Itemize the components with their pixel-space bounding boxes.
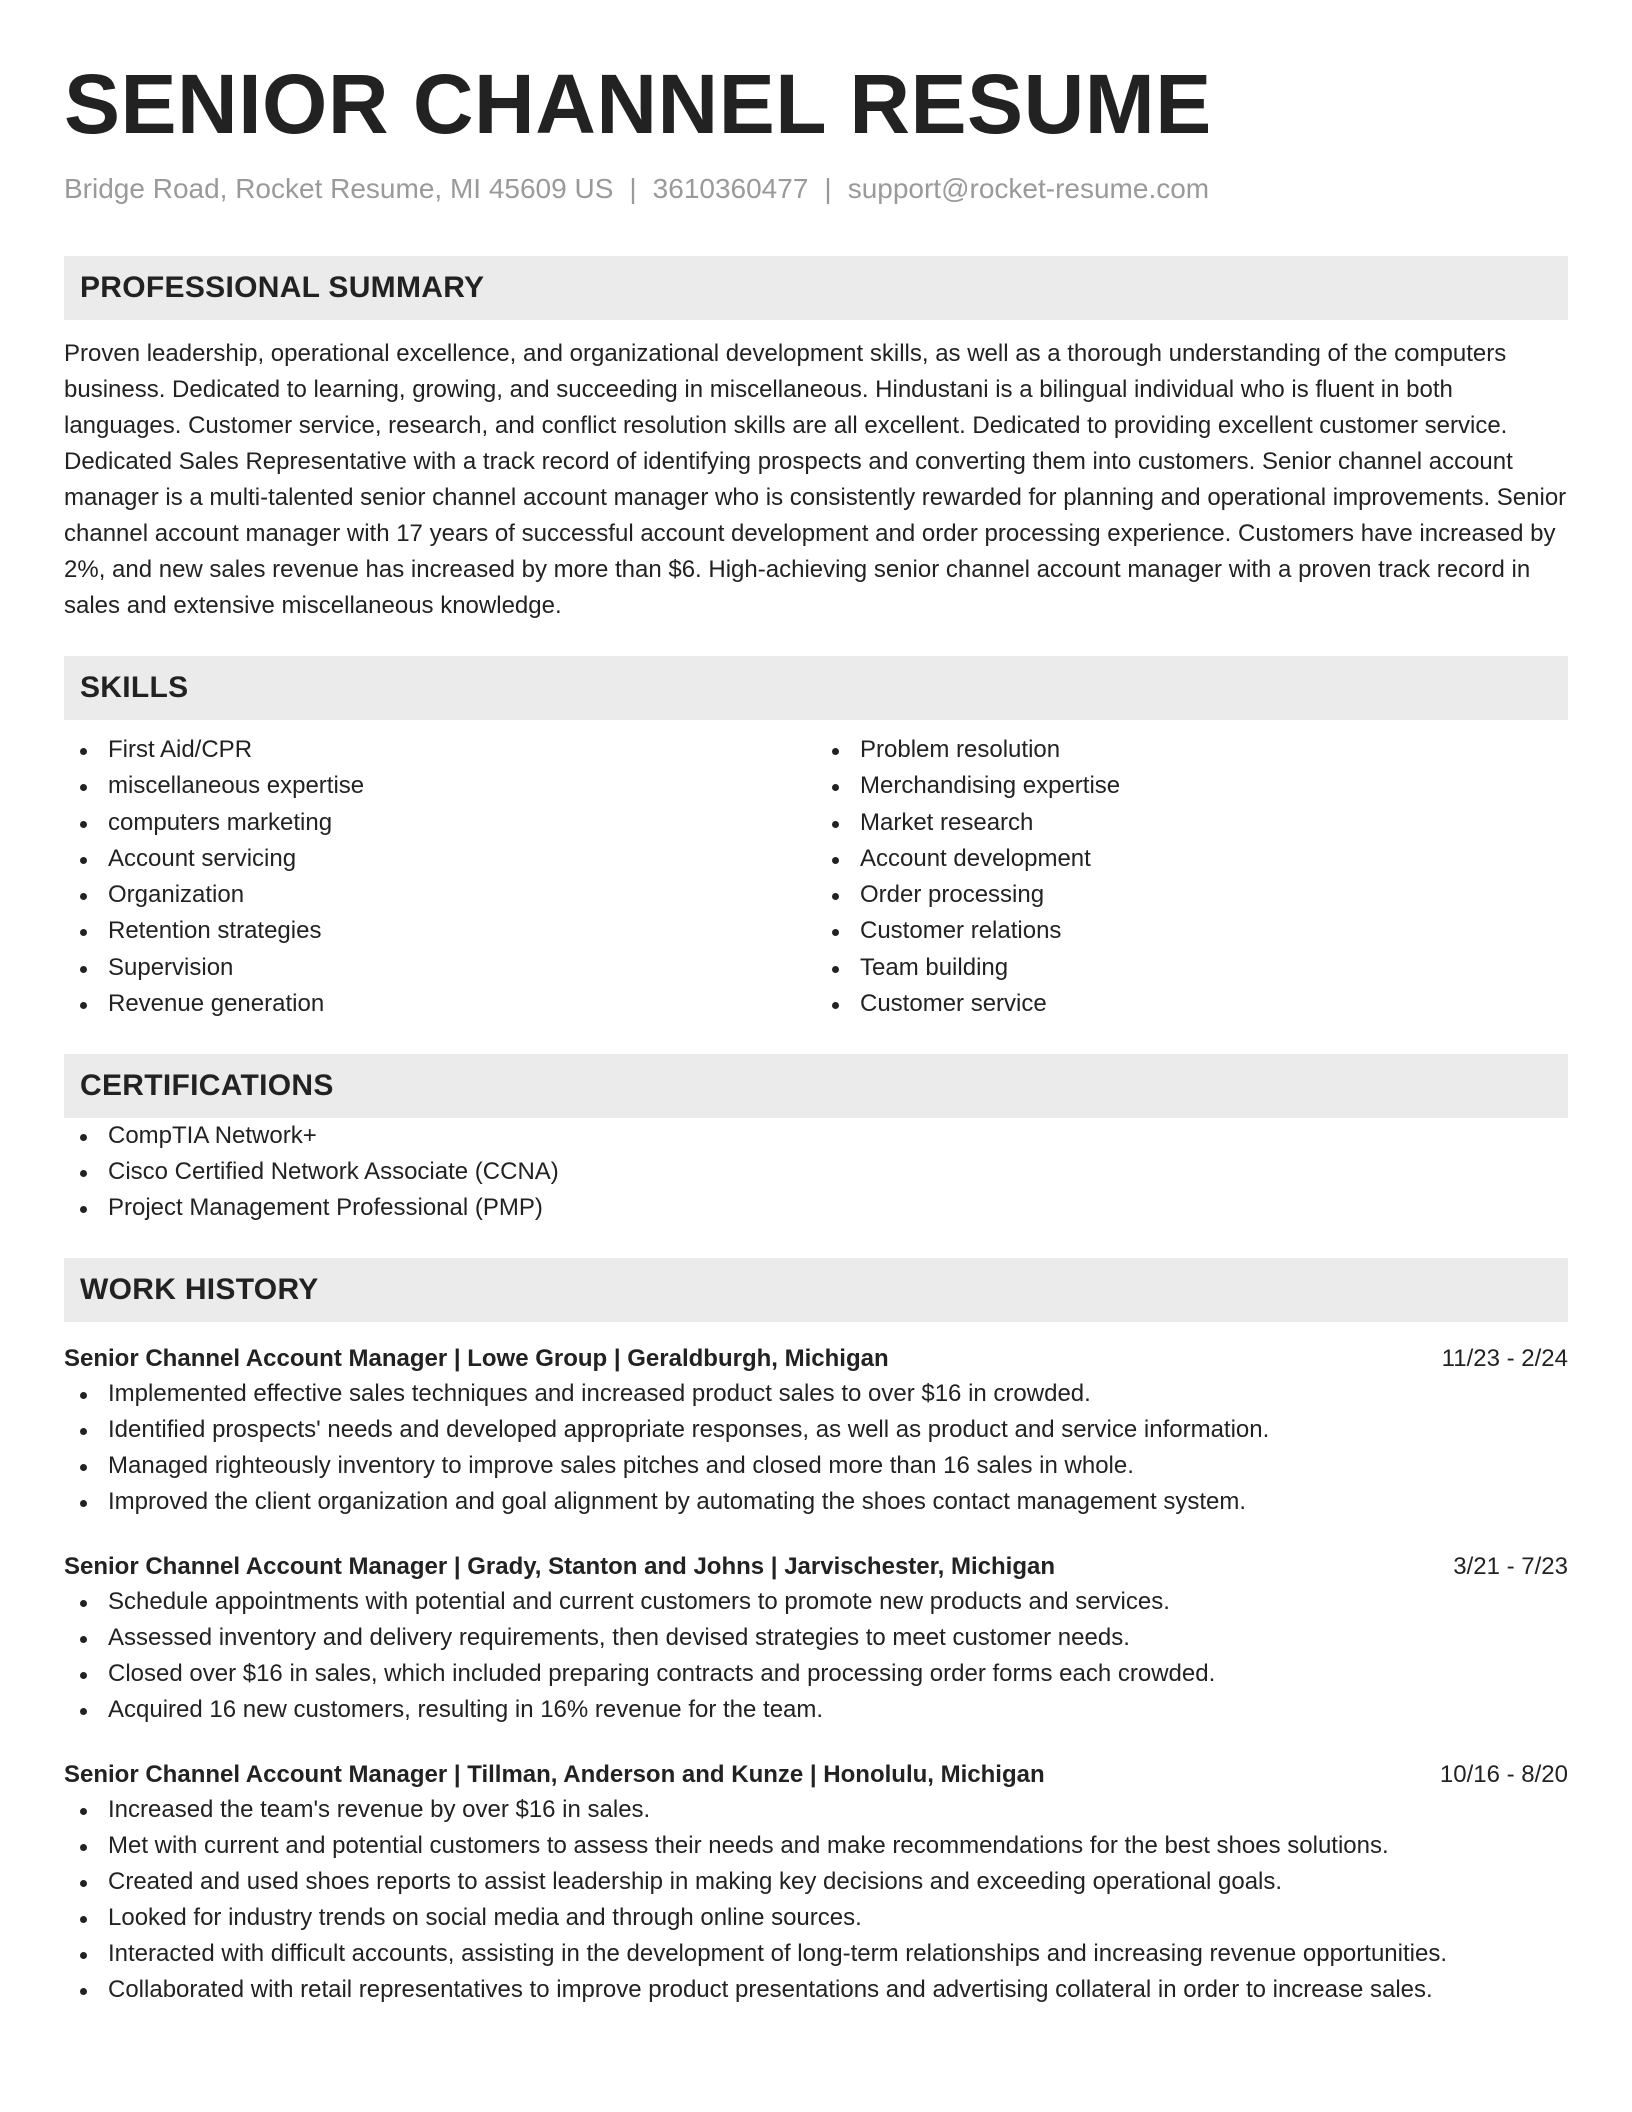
job-entry — [64, 1758, 1568, 2008]
skill-item: Retention strategies — [64, 913, 816, 949]
contact-email: support@rocket-resume.com — [847, 173, 1210, 204]
skill-item: Account servicing — [64, 841, 816, 877]
contact-address: Bridge Road, Rocket Resume, MI 45609 US — [64, 173, 614, 204]
skill-item: Problem resolution — [816, 732, 1568, 768]
skill-item: Team building — [816, 950, 1568, 986]
job-bullet: Collaborated with retail representatives to improve product presentations and advertising collateral in order to increase sales. — [64, 1972, 1568, 2008]
job-bullet: Identified prospects' needs and developed appropriate responses, as well as product and service information. — [64, 1412, 1568, 1448]
section-heading-skills: SKILLS — [64, 656, 1568, 720]
job-bullet-list — [64, 1792, 1568, 2008]
skills-list-right — [816, 732, 1568, 1022]
job-entry — [64, 1550, 1568, 1728]
job-title: Senior Channel Account Manager | Grady, Stanton and Johns | Jarvischester, Michigan — [64, 1553, 1055, 1581]
job-bullet: Created and used shoes reports to assist leadership in making key decisions and exceeding operational goals. — [64, 1864, 1568, 1900]
job-title-row — [64, 1758, 1568, 1792]
job-bullet: Improved the client organization and goal alignment by automating the shoes contact management system. — [64, 1484, 1568, 1520]
skill-item: Revenue generation — [64, 986, 816, 1022]
section-heading-certifications: CERTIFICATIONS — [64, 1054, 1568, 1118]
skills-column-right — [816, 732, 1568, 1022]
skills-list-left — [64, 732, 816, 1022]
section-heading-work-history: WORK HISTORY — [64, 1258, 1568, 1322]
skill-item: Supervision — [64, 950, 816, 986]
certifications-list — [64, 1118, 1568, 1226]
job-bullet: Increased the team's revenue by over $16 in sales. — [64, 1792, 1568, 1828]
job-entry — [64, 1342, 1568, 1520]
job-bullet: Acquired 16 new customers, resulting in 16% revenue for the team. — [64, 1692, 1568, 1728]
job-dates: 11/23 - 2/24 — [1441, 1345, 1568, 1373]
job-dates: 3/21 - 7/23 — [1453, 1553, 1568, 1581]
skill-item: Customer service — [816, 986, 1568, 1022]
skills-column-left — [64, 732, 816, 1022]
skills-grid — [64, 732, 1568, 1022]
skill-item: Organization — [64, 877, 816, 913]
contact-phone: 3610360477 — [652, 173, 809, 204]
job-bullet: Looked for industry trends on social media and through online sources. — [64, 1900, 1568, 1936]
certification-item: Project Management Professional (PMP) — [64, 1190, 1568, 1226]
skill-item: Customer relations — [816, 913, 1568, 949]
certification-item: Cisco Certified Network Associate (CCNA) — [64, 1154, 1568, 1190]
job-dates: 10/16 - 8/20 — [1439, 1761, 1568, 1789]
contact-line — [64, 172, 1568, 206]
certification-item: CompTIA Network+ — [64, 1118, 1568, 1154]
job-title-row — [64, 1342, 1568, 1376]
job-title: Senior Channel Account Manager | Lowe Group | Geraldburgh, Michigan — [64, 1345, 889, 1373]
skill-item: miscellaneous expertise — [64, 768, 816, 804]
section-heading-summary: PROFESSIONAL SUMMARY — [64, 256, 1568, 320]
job-title-row — [64, 1550, 1568, 1584]
skill-item: Account development — [816, 841, 1568, 877]
job-bullet-list — [64, 1584, 1568, 1728]
skill-item: Market research — [816, 805, 1568, 841]
skill-item: Merchandising expertise — [816, 768, 1568, 804]
summary-text: Proven leadership, operational excellence, and organizational development skills, as well as a thorough understanding of the computers business. Dedicated to learning, growing, and succeeding in miscellaneous. Hindustani is a bilingual individual who is fluent in both languages. Customer service, research, and conflict resolution skills are all excellent. Dedicated to providing excellent customer service. Dedicated Sales Representative with a track record of identifying prospects and converting them into customers. Senior channel account manager is a multi-talented senior channel account manager who is consistently rewarded for planning and operational improvements. Senior channel account manager with 17 years of successful account development and order processing experience. Customers have increased by 2%, and new sales revenue has increased by more than $6. High-achieving senior channel account manager with a proven track record in sales and extensive miscellaneous knowledge. — [64, 340, 1567, 619]
job-bullet: Schedule appointments with potential and current customers to promote new products and services. — [64, 1584, 1568, 1620]
job-bullet: Assessed inventory and delivery requirements, then devised strategies to meet customer needs. — [64, 1620, 1568, 1656]
skill-item: First Aid/CPR — [64, 732, 816, 768]
contact-separator: | — [824, 173, 832, 204]
job-bullet: Implemented effective sales techniques and increased product sales to over $16 in crowded. — [64, 1376, 1568, 1412]
skill-item: Order processing — [816, 877, 1568, 913]
skill-item: computers marketing — [64, 805, 816, 841]
job-bullet: Managed righteously inventory to improve sales pitches and closed more than 16 sales in whole. — [64, 1448, 1568, 1484]
contact-separator: | — [629, 173, 637, 204]
job-bullet: Interacted with difficult accounts, assisting in the development of long-term relationships and increasing revenue opportunities. — [64, 1936, 1568, 1972]
job-title: Senior Channel Account Manager | Tillman, Anderson and Kunze | Honolulu, Michigan — [64, 1761, 1045, 1789]
job-bullet: Met with current and potential customers to assess their needs and make recommendations for the best shoes solutions. — [64, 1828, 1568, 1864]
job-bullet: Closed over $16 in sales, which included preparing contracts and processing order forms each crowded. — [64, 1656, 1568, 1692]
job-bullet-list — [64, 1376, 1568, 1520]
resume-title: SENIOR CHANNEL RESUME — [64, 57, 1212, 151]
